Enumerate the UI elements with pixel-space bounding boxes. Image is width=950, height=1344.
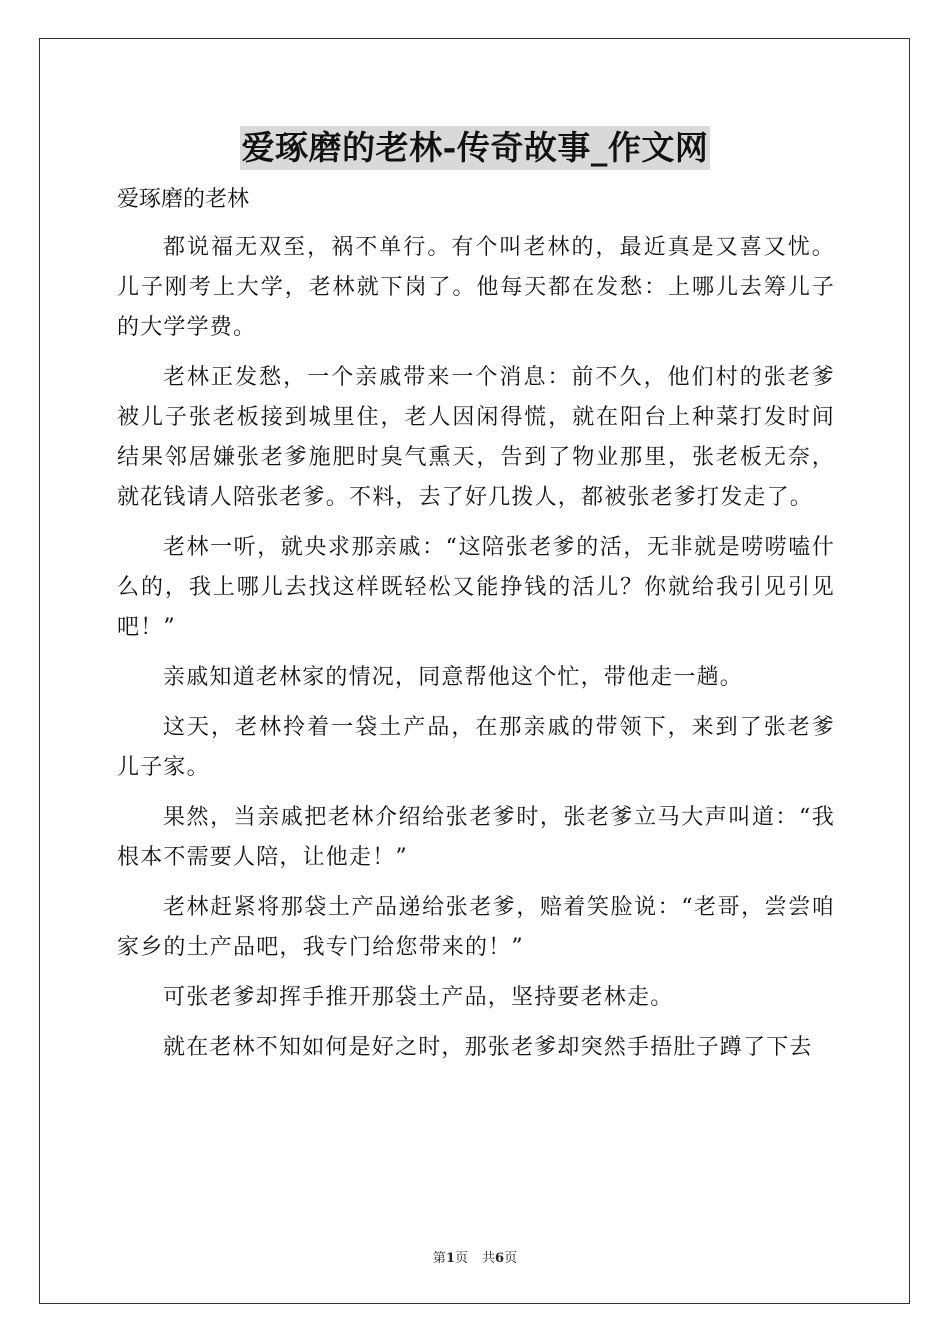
paragraph: 亲戚知道老林家的情况，同意帮他这个忙，带他走一趟。 xyxy=(163,665,744,690)
paragraph: 这天，老林拎着一袋土产品，在那亲戚的带领下，来到了张老爹儿子家。 xyxy=(117,715,835,780)
paragraph: 就在老林不知如何是好之时，那张老爹却突然手捂肚子蹲了下去 xyxy=(163,1035,813,1060)
article-heading: 爱琢磨的老林 xyxy=(117,187,250,212)
page-footer xyxy=(0,1247,950,1266)
paragraph: 可张老爹却挥手推开那袋土产品，坚持要老林走。 xyxy=(163,985,674,1010)
title-container xyxy=(0,126,950,170)
paragraph: 都说福无双至，祸不单行。有个叫老林的，最近真是又喜又忧。儿子刚考上大学，老林就下岗了。他每天都在发愁：上哪儿去筹儿子的大学学费。 xyxy=(117,235,835,340)
page-total: 共6页 xyxy=(482,1251,518,1266)
paragraph: 老林赶紧将那袋土产品递给张老爹，赔着笑脸说：“老哥，尝尝咱家乡的土产品吧，我专门给您带来的！” xyxy=(117,895,835,960)
paragraph: 老林一听，就央求那亲戚：“这陪张老爹的活，无非就是唠唠嗑什么的，我上哪儿去找这样既轻松又能挣钱的活儿？你就给我引见引见吧！” xyxy=(117,535,835,640)
paragraph: 果然，当亲戚把老林介绍给张老爹时，张老爹立马大声叫道：“我根本不需要人陪，让他走！” xyxy=(117,805,835,870)
document-title: 爱琢磨的老林-传奇故事_作文网 xyxy=(240,126,711,170)
paragraph: 老林正发愁，一个亲戚带来一个消息：前不久，他们村的张老爹被儿子张老板接到城里住，老人因闲得慌，就在阳台上种菜打发时间结果邻居嫌张老爹施肥时臭气熏天，告到了物业那里，张老板无奈，就花钱请人陪张老爹。不料，去了好几拨人，都被张老爹打发走了。 xyxy=(117,365,835,510)
page-number: 第1页 xyxy=(432,1251,468,1266)
document-body xyxy=(117,180,835,1078)
